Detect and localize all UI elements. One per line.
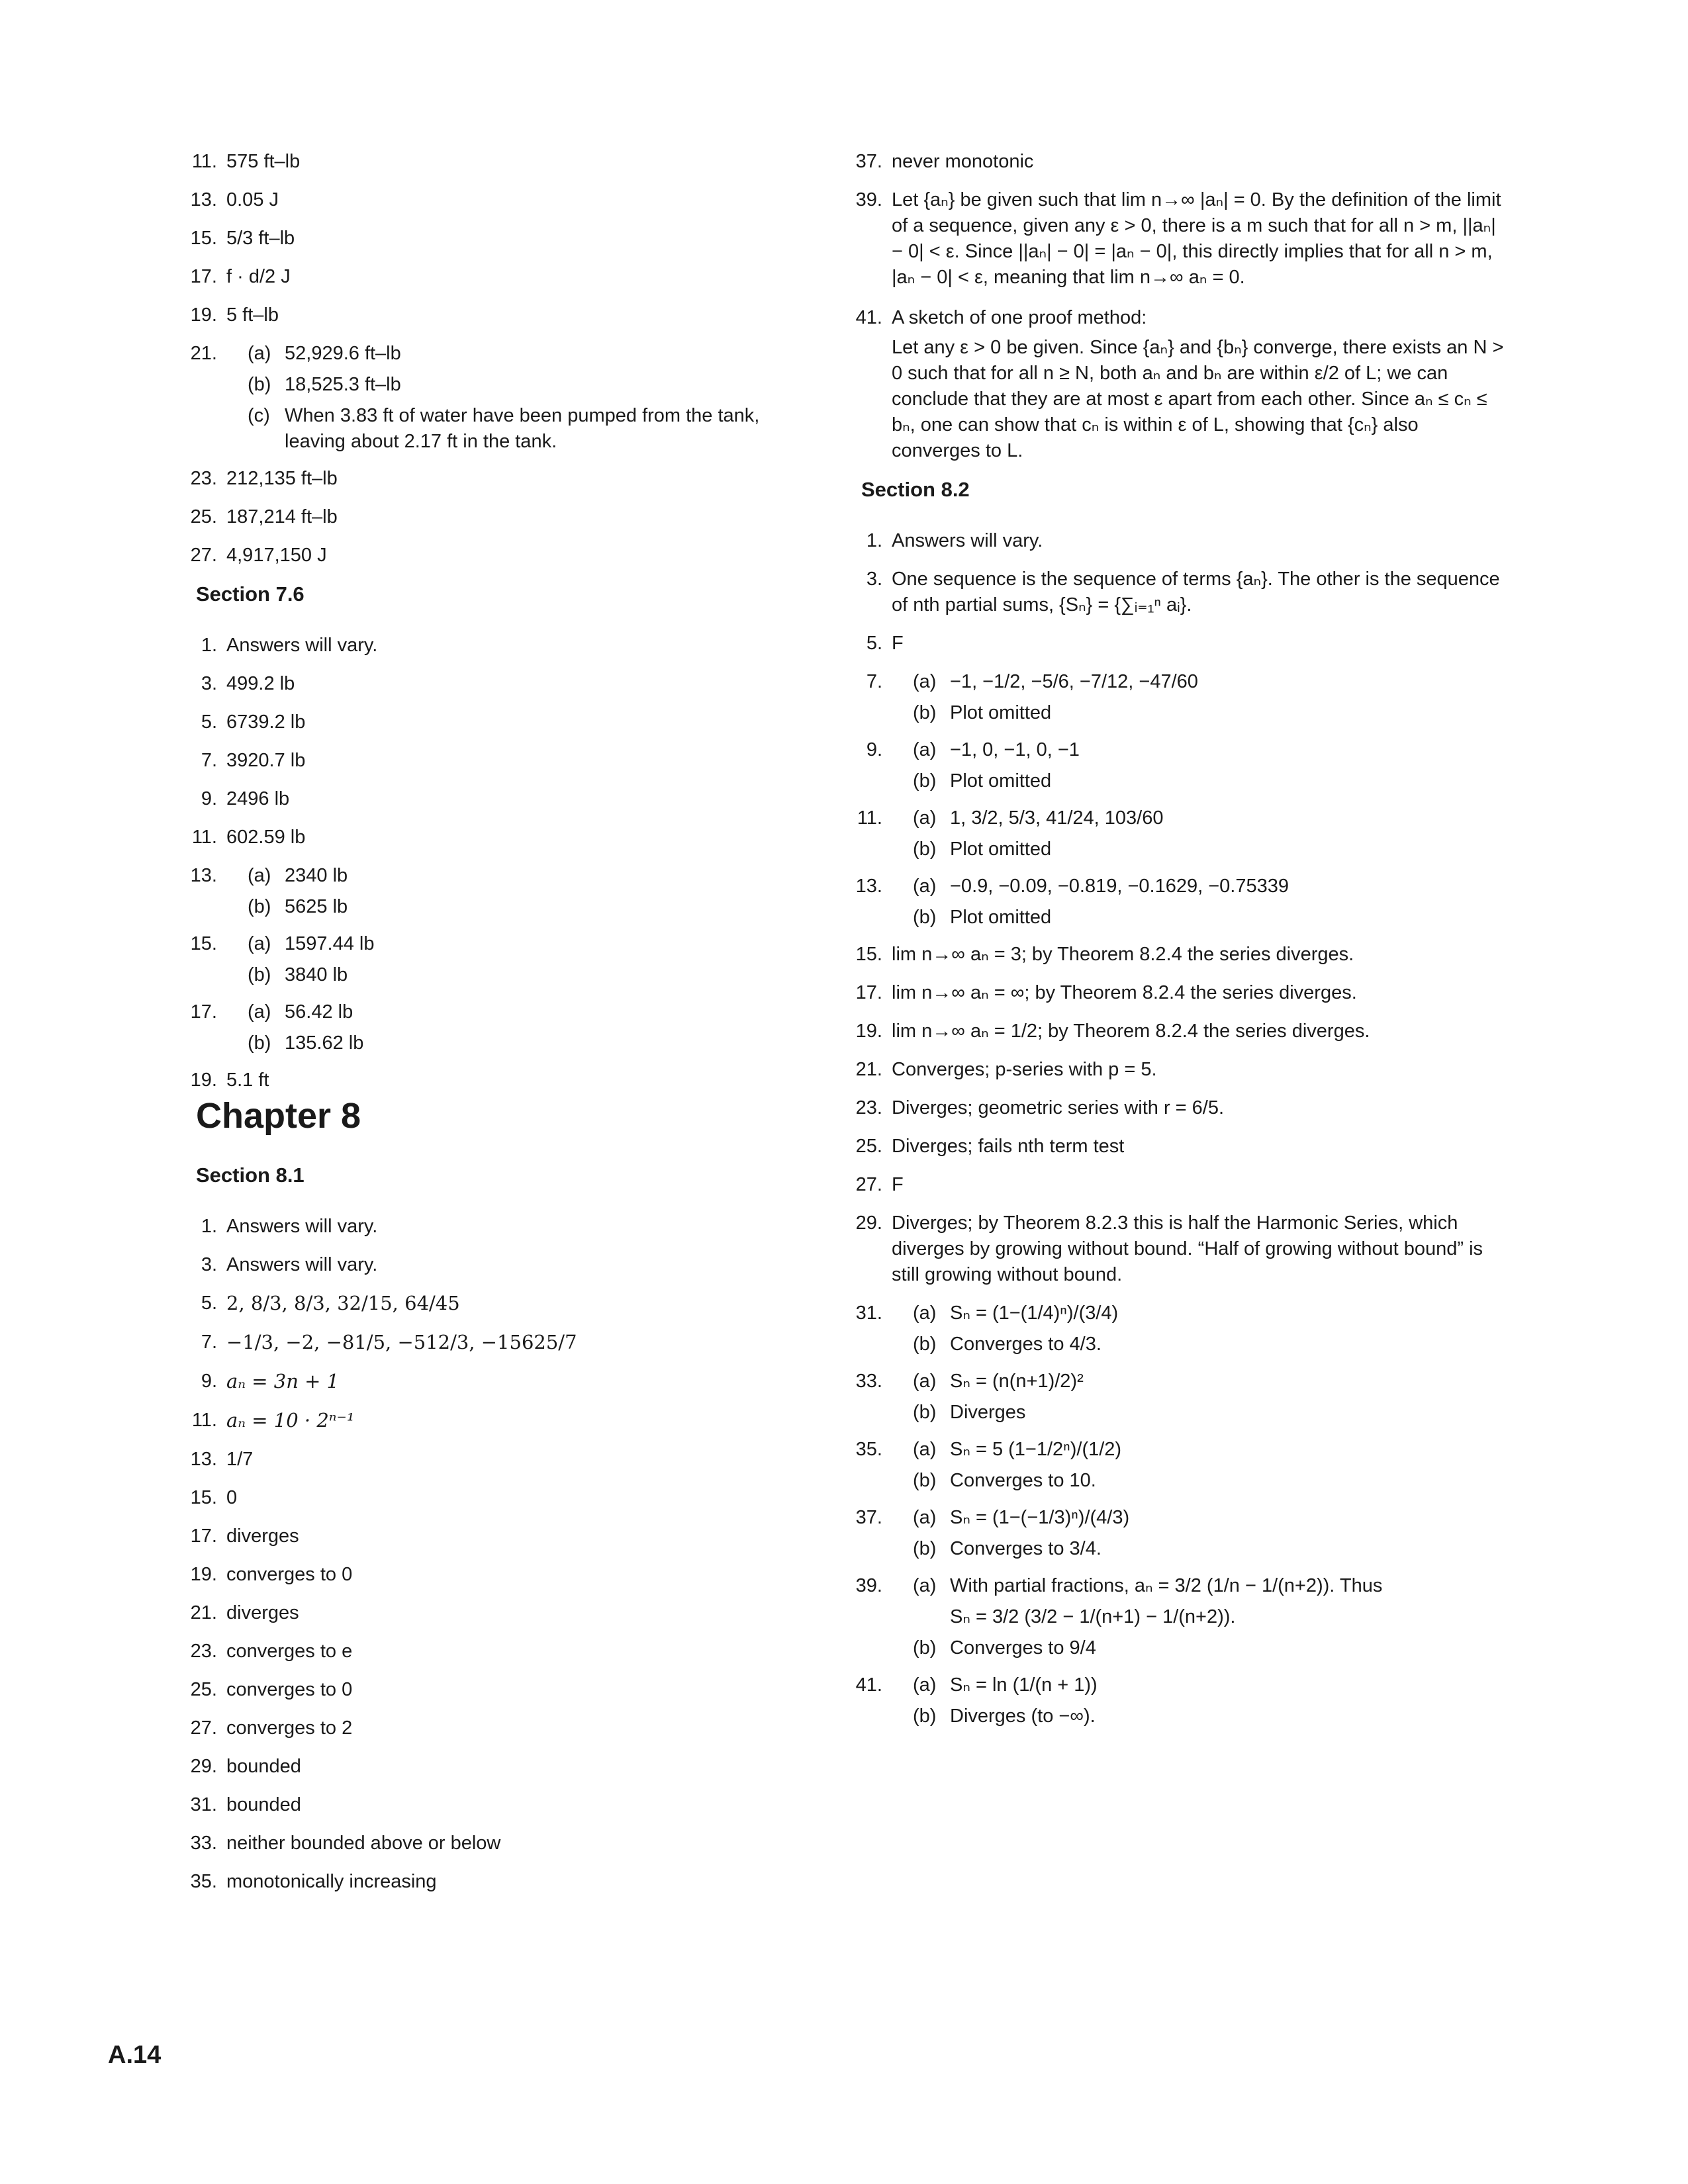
answer-s82-41-a: 41. (a) Sₙ = ln (1/(n + 1)) <box>855 1674 1098 1696</box>
answer-21b-row: (b) 18,525.3 ft–lb <box>179 372 814 398</box>
answer-21c-row: (c) When 3.83 ft of water have been pumped from the tank, leaving about 2.17 ft in the tank. <box>179 403 814 455</box>
answer-s82-37-a: 37. (a) Sₙ = (1−(−1/3)ⁿ)/(4/3) <box>855 1507 1130 1528</box>
answer-s76-9: 9. 2496 lb <box>201 788 290 809</box>
answer-s76-7: 7. 3920.7 lb <box>201 750 306 771</box>
answer-11-s81: 11. aₙ = 10 · 2ⁿ⁻¹ <box>191 1409 355 1432</box>
answer-s82-11-b: (b) Plot omitted <box>913 839 1052 860</box>
answer-s81-29: 29. bounded <box>190 1756 301 1777</box>
answer-s81-25: 25. converges to 0 <box>190 1679 353 1700</box>
answer-39-s81: 39. Let {aₙ} be given such that lim n→∞ |aₙ| = 0. By the definition of the limit of a sequence, given any ε > 0, there is a m such that for all n > m, ||aₙ| − 0| < ε. Since ||aₙ| − 0| = |aₙ − 0|, this directly implies that for all n > m, |aₙ − 0| < ε, meaning that lim n→∞ aₙ = 0. <box>855 189 1501 288</box>
answer-s82-9-b: (b) Plot omitted <box>913 770 1052 792</box>
answer-s82-31-a: 31. (a) Sₙ = (1−(1/4)ⁿ)/(3/4) <box>855 1302 1119 1324</box>
answer-1-s81: 1. Answers will vary. <box>201 1216 378 1237</box>
answer-s82-13-b: (b) Plot omitted <box>913 907 1052 928</box>
answer-s82-39-a: 39. (a) With partial fractions, aₙ = 3/2 (1/n − 1/(n+2)). Thus <box>855 1575 1383 1596</box>
answer-s82-7-a: 7. (a) −1, −1/2, −5/6, −7/12, −47/60 <box>866 671 1198 692</box>
answer-5-s82: 5. F <box>866 633 904 654</box>
answer-s76-11: 11. 602.59 lb <box>191 827 306 848</box>
answer-s81-15: 15. 0 <box>190 1487 238 1508</box>
answer-s82-7-b: (b) Plot omitted <box>913 702 1052 723</box>
answer-41-s81: 41. A sketch of one proof method: Let any ε > 0 be given. Since {aₙ} and {bₙ} converge, there exists an N > 0 such that for all n ≥ N, both aₙ and bₙ are within ε/2 of L; we can conclude that they are at most ε apart from each other. Since aₙ ≤ cₙ ≤ bₙ, one can show that cₙ is within ε of L, showing that {cₙ} also converges to L. <box>855 307 1504 461</box>
answer-ch7-15: 15. 5/3 ft–lb <box>190 228 295 249</box>
answer-s76-1: 1. Answers will vary. <box>201 635 378 656</box>
answer-s82-39-a2: Sₙ = 3/2 (3/2 − 1/(n+1) − 1/(n+2)). <box>950 1606 1236 1627</box>
answer-9-s81: 9. aₙ = 3n + 1 <box>201 1370 340 1392</box>
answer-21a: 52,929.6 ft–lb <box>285 343 401 364</box>
section-8-1-heading: Section 8.1 <box>196 1163 305 1187</box>
answer-s82-19: 19. lim n→∞ aₙ = 1/2; by Theorem 8.2.4 the series diverges. <box>855 1021 1370 1042</box>
answer-ch7-13: 13. 0.05 J <box>190 189 279 210</box>
answer-s76-17-a: 17. (a) 56.42 lb <box>190 1001 353 1023</box>
section-7-6-heading: Section 7.6 <box>196 582 305 606</box>
answer-ch7-27: 27. 4,917,150 J <box>190 545 327 566</box>
answer-s82-39-b: (b) Converges to 9/4 <box>913 1637 1096 1659</box>
answer-s81-27: 27. converges to 2 <box>190 1717 353 1739</box>
answer-s81-13: 13. 1/7 <box>190 1449 254 1470</box>
answer-ch7-11: 11. 575 ft–lb <box>191 151 301 172</box>
answer-s82-29: 29. Diverges; by Theorem 8.2.3 this is half the Harmonic Series, which diverges by growing without bound. “Half of growing without bound” is still growing without bound. <box>855 1212 1483 1285</box>
answer-7-s81: 7. −1/3, −2, −81/5, −512/3, −15625/7 <box>201 1331 577 1353</box>
answer-s82-17: 17. lim n→∞ aₙ = ∞; by Theorem 8.2.4 the series diverges. <box>855 982 1357 1003</box>
answer-s82-23: 23. Diverges; geometric series with r = 6/5. <box>855 1097 1225 1118</box>
answer-5-s81: 5. 2, 8/3, 8/3, 32/15, 64/45 <box>201 1292 460 1314</box>
answer-21b: 18,525.3 ft–lb <box>285 374 401 395</box>
answer-s82-31-b: (b) Converges to 4/3. <box>913 1334 1102 1355</box>
answer-s81-33: 33. neither bounded above or below <box>190 1833 501 1854</box>
answer-s81-31: 31. bounded <box>190 1794 301 1815</box>
answer-s76-15-a: 15. (a) 1597.44 lb <box>190 933 375 954</box>
answer-s82-25: 25. Diverges; fails nth term test <box>855 1136 1125 1157</box>
answer-s82-41-b: (b) Diverges (to −∞). <box>913 1706 1096 1727</box>
page-number: A.14 <box>108 2041 162 2069</box>
answer-ch7-17: 17. f · d/2 J <box>190 266 291 287</box>
section-8-2-heading: Section 8.2 <box>861 478 970 501</box>
answer-s81-23: 23. converges to e <box>190 1641 353 1662</box>
answer-ch7-23: 23. 212,135 ft–lb <box>190 468 338 489</box>
answer-s76-13-b: (b) 5625 lb <box>248 896 348 917</box>
answer-s76-13-a: 13. (a) 2340 lb <box>190 865 348 886</box>
chapter-title: Chapter 8 <box>196 1096 361 1136</box>
answer-s76-15-b: (b) 3840 lb <box>248 964 348 985</box>
answer-s82-9-a: 9. (a) −1, 0, −1, 0, −1 <box>866 739 1080 760</box>
answer-37-s81: 37. never monotonic <box>855 151 1034 172</box>
answer-s81-17: 17. diverges <box>190 1525 299 1547</box>
answer-s82-37-b: (b) Converges to 3/4. <box>913 1538 1102 1559</box>
answer-s82-27: 27. F <box>855 1174 904 1195</box>
answer-s81-19: 19. converges to 0 <box>190 1564 353 1585</box>
answer-s76-17-b: (b) 135.62 lb <box>248 1032 364 1054</box>
answer-21c: When 3.83 ft of water have been pumped from the tank, leaving about 2.17 ft in the tank. <box>285 405 760 452</box>
left-column <box>179 149 814 1907</box>
answer-s82-33-b: (b) Diverges <box>913 1402 1026 1423</box>
right-column <box>844 149 1506 1741</box>
answer-s82-15: 15. lim n→∞ aₙ = 3; by Theorem 8.2.4 the series diverges. <box>855 944 1354 965</box>
answer-21: 21. (a) 52,929.6 ft–lb <box>179 341 814 367</box>
answer-19-s76: 19. 5.1 ft <box>190 1069 269 1091</box>
answer-s82-33-a: 33. (a) Sₙ = (n(n+1)/2)² <box>855 1371 1084 1392</box>
answer-3-s81: 3. Answers will vary. <box>201 1254 378 1275</box>
answer-ch7-19: 19. 5 ft–lb <box>190 304 279 326</box>
answer-s82-13-a: 13. (a) −0.9, −0.09, −0.819, −0.1629, −0.75339 <box>855 876 1289 897</box>
answer-ch7-25: 25. 187,214 ft–lb <box>190 506 338 527</box>
answer-s82-35-a: 35. (a) Sₙ = 5 (1−1/2ⁿ)/(1/2) <box>855 1439 1122 1460</box>
answer-s76-3: 3. 499.2 lb <box>201 673 295 694</box>
answer-s82-21: 21. Converges; p-series with p = 5. <box>855 1059 1157 1080</box>
answer-s82-11-a: 11. (a) 1, 3/2, 5/3, 41/24, 103/60 <box>857 807 1164 829</box>
answer-s81-35: 35. monotonically increasing <box>190 1871 437 1892</box>
answer-3-s82: 3. One sequence is the sequence of terms {aₙ}. The other is the sequence of nth partial sums, {Sₙ} = {∑ᵢ₌₁ⁿ aᵢ}. <box>866 569 1500 615</box>
answer-s82-35-b: (b) Converges to 10. <box>913 1470 1096 1491</box>
answer-s76-5: 5. 6739.2 lb <box>201 711 306 733</box>
answer-1-s82: 1. Answers will vary. <box>866 530 1043 551</box>
answer-s81-21: 21. diverges <box>190 1602 299 1623</box>
